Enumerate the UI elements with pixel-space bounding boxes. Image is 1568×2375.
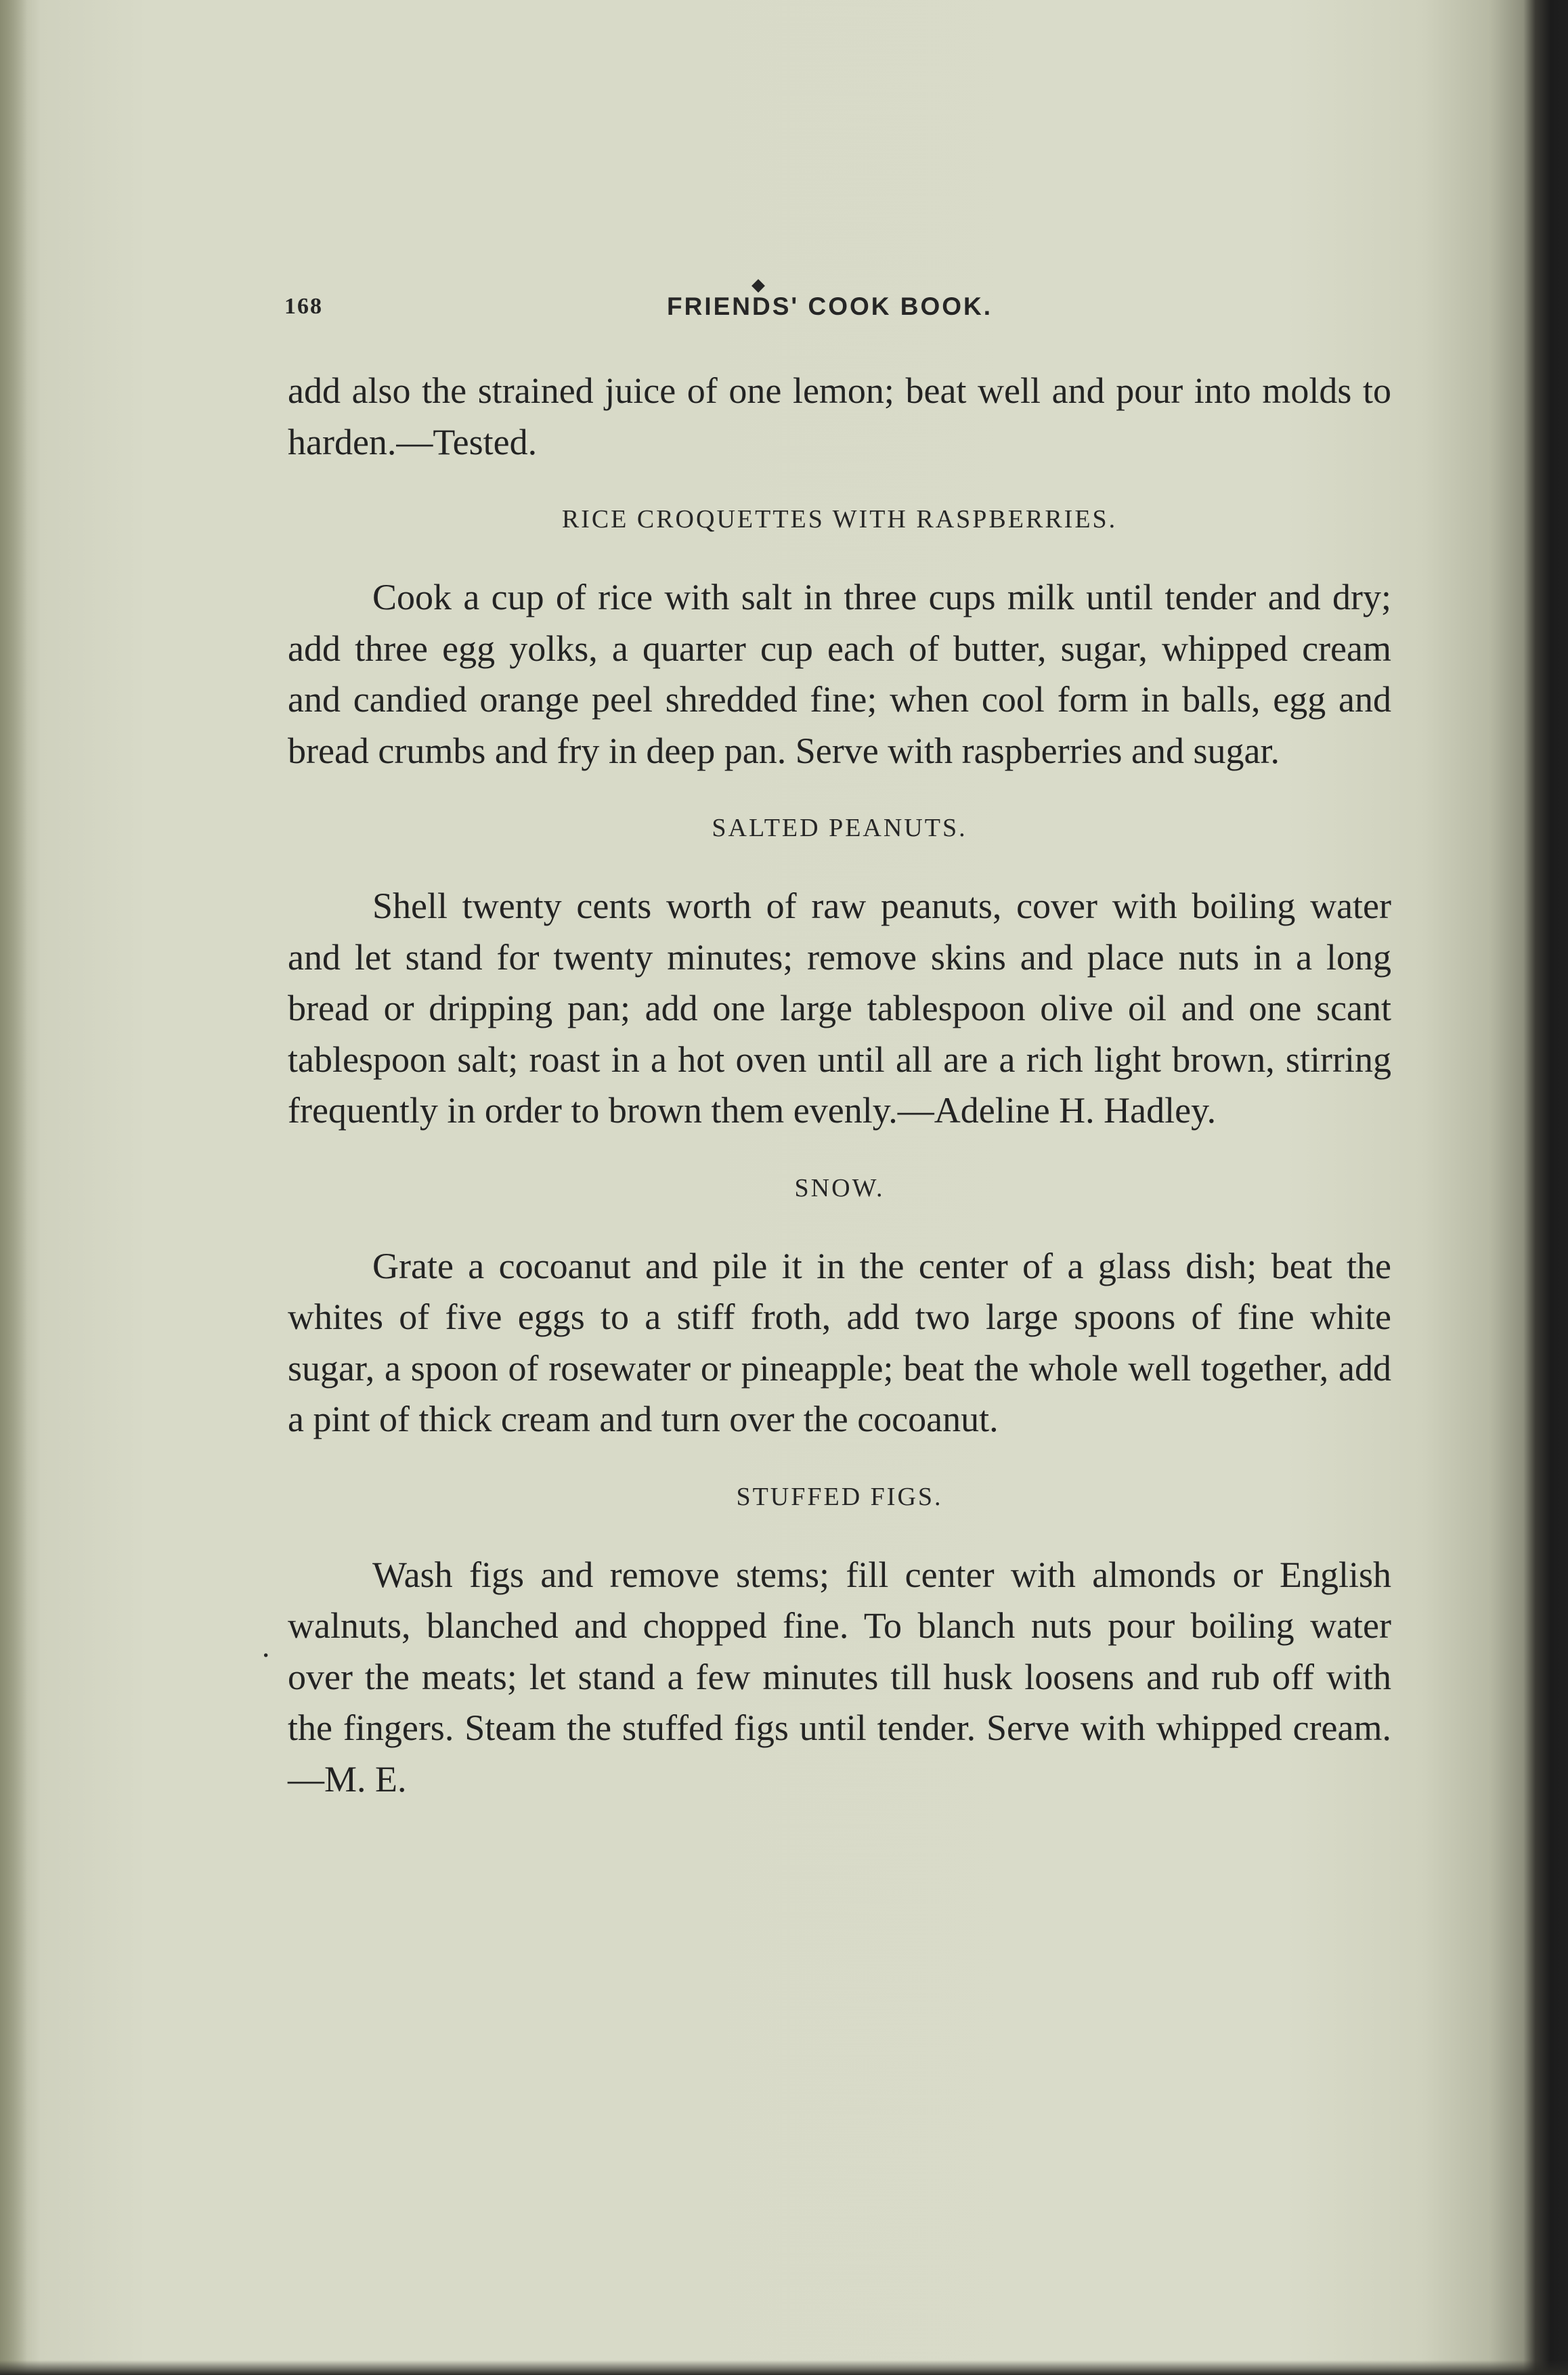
spine-shadow [0, 0, 27, 2375]
recipe-text-salted-peanuts: Shell twenty cents worth of raw peanuts, cover with boiling water and let stand for twenty minutes; remove skins and place nuts in a long bread or dripping pan; add one large tablespoon olive oil and one scant tablespoon salt; roast in a hot oven until all are a rich light brown, stirring frequently in order to brown them evenly.—Adeline H. Hadley. [288, 886, 1391, 1131]
continued-paragraph: add also the strained juice of one lemon; beat well and pour into molds to harden.—Tested. [288, 370, 1391, 462]
recipe-heading-snow: SNOW. [794, 1173, 885, 1202]
recipe-text-snow: Grate a cocoanut and pile it in the center of a glass dish; beat the whites of five eggs to a stiff froth, add two large spoons of fine white sugar, a spoon of rosewater or pineapple; beat the whole well together, add a pint of thick cream and turn over the cocoanut. [288, 1245, 1391, 1439]
running-head: FRIENDS' COOK BOOK. [667, 292, 993, 320]
margin-dot-icon: · [261, 1638, 271, 1672]
page-bottom-edge [0, 2360, 1568, 2375]
recipe-heading-rice-croquettes: RICE CROQUETTES WITH RASPBERRIES. [561, 505, 1118, 533]
recipe-text-rice-croquettes: Cook a cup of rice with salt in three cups milk until tender and dry; add three egg yolks, a quarter cup each of butter, sugar, whipped cream and candied orange peel shredded fine; when cool form in balls, egg and bread crumbs and fry in deep pan. Serve with raspberries and sugar. [288, 577, 1391, 771]
ornament-icon: ◆ [752, 275, 765, 295]
recipe-text-stuffed-figs: Wash figs and remove stems; fill center with almonds or English walnuts, blanched and chopped fine. To blanch nuts pour boiling water over the meats; let stand a few minutes till husk loosens and rub off with the fingers. Steam the stuffed figs until tender. Serve with whipped cream.—M. E. [288, 1554, 1391, 1800]
page-body [288, 366, 1391, 1805]
recipe-heading-stuffed-figs: STUFFED FIGS. [736, 1482, 943, 1511]
page-header [284, 275, 1401, 325]
recipe-heading-salted-peanuts: SALTED PEANUTS. [712, 814, 967, 842]
page-number: 168 [284, 294, 323, 319]
